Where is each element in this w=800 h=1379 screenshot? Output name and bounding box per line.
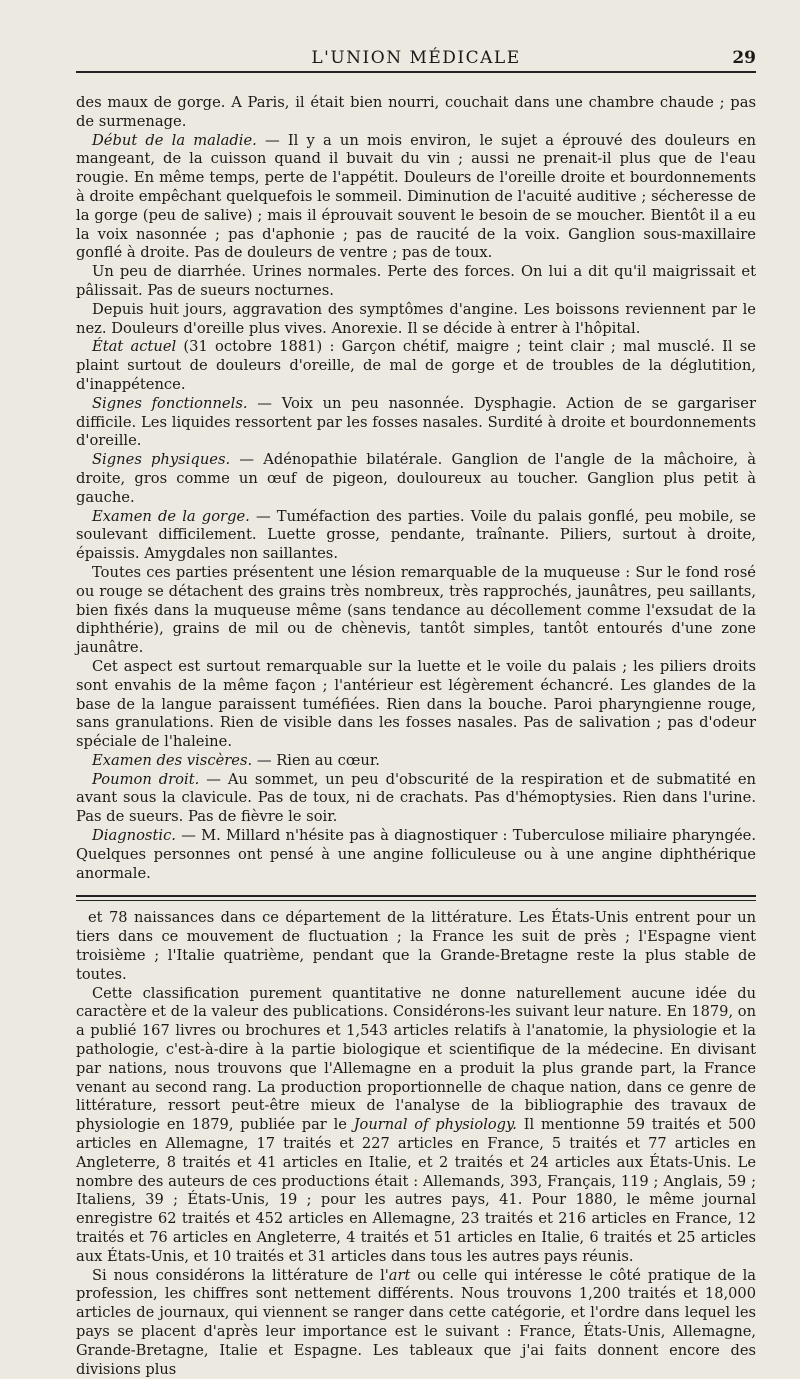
paragraph-lead: Examen des viscères. [92, 751, 253, 769]
running-title: L'UNION MÉDICALE [311, 48, 521, 68]
paragraph-lead: Signes fonctionnels. [92, 394, 248, 412]
paragraph: et 78 naissances dans ce département de la littérature. Les États-Unis entrent pour un tiers dans ce mouvement de fluctuation ; la France les suit de près ; l'Espagne vient troisième ; l'Italie quatrième, pendant que la Grande-Bretagne reste la plus stable de toutes. [76, 909, 756, 983]
paragraph-body: — Voix un peu nasonnée. Dysphagie. Action de se gargariser difficile. Les liquides ressortent par les fosses nasales. Surdité à droite et bourdonnements d'oreille. [76, 394, 756, 450]
paragraph-body: — Tuméfaction des parties. Voile du palais gonflé, peu mobile, se soulevant difficilement. Luette grosse, pendante, traînante. Piliers, surtout à droite, épaissis. Amygdales non saillantes. [76, 507, 756, 563]
paragraph-lead: Signes physiques. [92, 451, 231, 469]
paragraph-lead: Diagnostic. [92, 827, 176, 845]
paragraph [76, 985, 756, 1267]
paragraph-lead: Examen de la gorge. [92, 507, 250, 525]
paragraph: Toutes ces parties présentent une lésion remarquable de la muqueuse : Sur le fond rosé ou rouge se détachent des grains très nombreux, très rapprochés, jaunâtres, peu saillants, bien fixés dans la muqueuse même (sans tendance au décollement comme l'exsudat de la diphthérie), grains de mil ou de chènevis, tantôt simples, tantôt entourés d'une zone jaunâtre. [76, 563, 756, 657]
paragraph-lead: État actuel [92, 338, 177, 356]
paragraph [76, 827, 756, 883]
paragraph [76, 771, 756, 827]
paragraph [76, 752, 756, 771]
paragraph-body: Cette classification purement quantitative ne donne naturellement aucune idée du caractère et de la valeur des publications. Considérons-les suivant leur nature. En 1879, on a publié 167 livres ou brochures et 1,543 articles relatifs à l'anatomie, la physiologie et la pathologie, c'est-à-dire à la partie biologique et scientifique de la médecine. En divisant par nations, nous trouvons que l'Allemagne en a produit la plus grande part, la France venant au second rang. La production proportionnelle de chaque nation, dans ce genre de littérature, ressort peut-être mieux de l'analyse de la bibliographie des travaux de physiologie en 1879, publiée par le [76, 984, 756, 1134]
paragraph-body: — M. Millard n'hésite pas à diagnostiquer : Tuberculose miliaire pharyngée. Quelques personnes ont pensé à une angine folliculeuse ou à une angine diphthérique anormale. [76, 827, 756, 882]
paragraph: Cet aspect est surtout remarquable sur la luette et le voile du palais ; les piliers droits sont envahis de la même façon ; l'antérieur est légèrement échancré. Les glandes de la base de la langue paraissent tuméfiées. Rien dans la bouche. Paroi pharyngienne rouge, sans granulations. Rien de visible dans les fosses nasales. Pas de salivation ; pas d'odeur spéciale de l'haleine. [76, 657, 756, 751]
emphasis: art [388, 1266, 411, 1284]
running-head [76, 0, 756, 72]
paragraph-body: — Il y a un mois environ, le sujet a éprouvé des douleurs en mangeant, de la cuisson quand il buvait du vin ; aussi ne prenait-il plus que de l'eau rougie. En même temps, perte de l'appétit. Douleurs de l'oreille droite et bourdonnements à droite empêchant quelquefois le sommeil. Diminution de l'acuité auditive ; sécheresse de la gorge (peu de salive) ; mais il éprouvait souvent le besoin de se moucher. Bientôt il a eu la voix nasonnée ; pas d'aphonie ; pas de raucité de la voix. Ganglion sous-maxillaire gonflé à droite. Pas de douleurs de ventre ; pas de toux. [76, 131, 756, 262]
paragraph: des maux de gorge. A Paris, il était bien nourri, couchait dans une chambre chaude ; pas de surmenage. [76, 94, 756, 130]
paragraph-body: Il mentionne 59 traités et 500 articles en Allemagne, 17 traités et 227 articles en France, 5 traités et 77 articles en Angleterre, 8 traités et 41 articles en Italie, et 2 traités et 24 articles aux États-Unis. Le nombre des auteurs de ces productions était : Allemands, 393, Français, 119 ; Anglais, 59 ; Italiens, 39 ; États-Unis, 19 ; pour les autres pays, 41. Pour 1880, le même journal enregistre 62 traités et 452 articles en Allemagne, 23 traités et 216 articles en France, 12 traités et 76 articles en Angleterre, 4 traités et 51 articles en Italie, 6 traités et 25 articles aux États-Unis, et 10 traités et 31 articles dans tous les autres pays réunis. [76, 1116, 756, 1265]
separator-thick-rule [76, 895, 756, 897]
paragraph [76, 451, 756, 507]
paragraph: Depuis huit jours, aggravation des symptômes d'angine. Les boissons reviennent par le nez. Douleurs d'oreille plus vives. Anorexie. Il se décide à entrer à l'hôpital. [76, 300, 756, 337]
paragraph-body: Si nous considérons la littérature de l' [92, 1266, 389, 1284]
page-number: 29 [732, 48, 756, 68]
separator-thin-rule [76, 900, 756, 901]
paragraph [76, 508, 756, 564]
paragraph-lead: Début de la maladie. [92, 131, 257, 149]
paragraph-body: (31 octobre 1881) : Garçon chétif, maigre ; teint clair ; mal musclé. Il se plaint surtout de douleurs d'oreille, de mal de gorge et de troubles de la déglutition, d'inappétence. [76, 338, 756, 393]
paragraph [76, 395, 756, 451]
paragraph-body: — Rien au cœur. [252, 751, 380, 769]
paragraph [76, 338, 756, 394]
paragraph [76, 1267, 756, 1379]
section-separator [76, 891, 756, 905]
feuilleton-section [76, 905, 756, 1379]
paragraph-body: — Adénopathie bilatérale. Ganglion de l'angle de la mâchoire, à droite, gros comme un œuf de pigeon, douloureux au toucher. Ganglion plus petit à gauche. [76, 451, 756, 506]
paragraph [76, 132, 756, 264]
paragraph-lead: Poumon droit. [92, 770, 200, 788]
journal-title: Journal of physiology. [353, 1116, 517, 1134]
paragraph-body: ou celle qui intéresse le côté pratique de la profession, les chiffres sont nettement différents. Nous trouvons 1,200 traités et 18,000 articles de journaux, qui viennent se ranger dans cette catégorie, et l'ordre dans lequel les pays se placent d'après leur importance est le suivant : France, États-Unis, Allemagne, Grande-Bretagne, Italie et Espagne. Les tableaux que j'ai faits donnent encore des divisions plus [76, 1266, 756, 1378]
paragraph: Un peu de diarrhée. Urines normales. Perte des forces. On lui a dit qu'il maigrissait et pâlissait. Pas de sueurs nocturnes. [76, 263, 756, 299]
case-report-section [76, 72, 756, 883]
header-rule [76, 71, 756, 73]
paragraph-body: — Au sommet, un peu d'obscurité de la respiration et de submatité en avant sous la clavicule. Pas de toux, ni de crachats. Pas d'hémoptysies. Rien dans l'urine. Pas de sueurs. Pas de fièvre le soir. [76, 770, 756, 826]
